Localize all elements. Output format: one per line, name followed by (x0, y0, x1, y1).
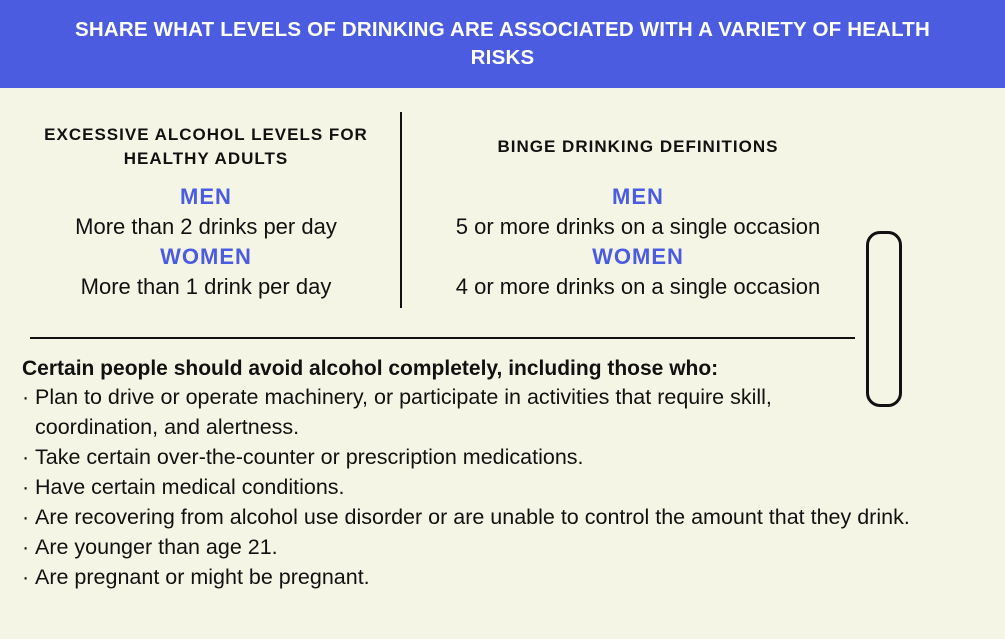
bullet-icon: · (22, 535, 30, 559)
list-item-text: Take certain over-the-counter or prescription medications. (35, 445, 584, 469)
vertical-divider (400, 112, 402, 308)
binge-women-label: WOMEN (592, 244, 684, 269)
binge-women-value: 4 or more drinks on a single occasion (455, 274, 821, 299)
excessive-men-value: More than 2 drinks per day (75, 214, 337, 239)
bullet-icon: · (22, 385, 30, 409)
bullet-icon: · (22, 475, 30, 499)
binge-men-label: MEN (612, 184, 664, 209)
header-banner (0, 0, 1005, 88)
list-item (22, 442, 962, 472)
list-item (22, 382, 875, 442)
list-item-text: Are pregnant or might be pregnant. (35, 565, 370, 589)
excessive-alcohol-section (14, 118, 398, 302)
list-item (22, 562, 962, 592)
list-item-text: Are younger than age 21. (35, 535, 278, 559)
list-item (22, 502, 962, 532)
list-item-text: Are recovering from alcohol use disorder or are unable to control the amount that they drink. (35, 505, 910, 529)
list-item-text: Plan to drive or operate machinery, or participate in activities that require skill, coordination, and alertness. (35, 385, 772, 439)
excessive-men-label: MEN (180, 184, 232, 209)
excessive-alcohol-heading: EXCESSIVE ALCOHOL LEVELS FOR HEALTHY ADULTS (44, 125, 368, 168)
bullet-icon: · (22, 565, 30, 589)
binge-men-value: 5 or more drinks on a single occasion (455, 214, 821, 239)
bullet-icon: · (22, 505, 30, 529)
avoid-alcohol-list (22, 382, 962, 592)
binge-drinking-heading: BINGE DRINKING DEFINITIONS (497, 137, 779, 156)
list-item (22, 532, 962, 562)
binge-drinking-section (404, 118, 872, 302)
list-item (22, 472, 962, 502)
banner-title: SHARE WHAT LEVELS OF DRINKING ARE ASSOCIATED WITH A VARIETY OF HEALTH RISKS (74, 18, 931, 69)
list-item-text: Have certain medical conditions. (35, 475, 345, 499)
bullet-icon: · (22, 445, 30, 469)
avoid-alcohol-heading: Certain people should avoid alcohol completely, including those who: (22, 357, 719, 380)
excessive-women-value: More than 1 drink per day (80, 274, 332, 299)
bracket-shape (866, 231, 902, 407)
horizontal-divider (30, 337, 855, 339)
excessive-women-label: WOMEN (160, 244, 252, 269)
